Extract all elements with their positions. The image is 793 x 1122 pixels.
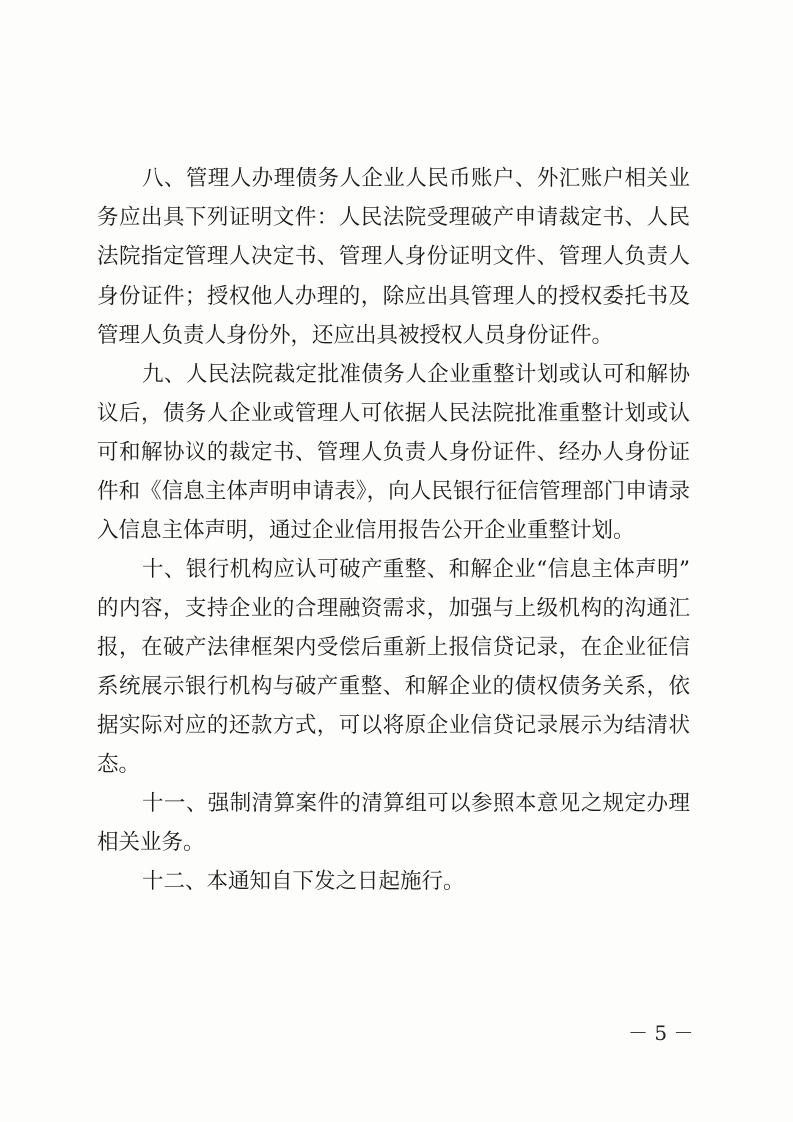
paragraph-9-line-1: 九、人民法院裁定批准债务人企业重整计划或认可和解协 [142, 362, 690, 387]
paragraph-10-line-1: 十、银行机构应认可破产重整、和解企业“信息主体声明” [142, 557, 690, 582]
paragraph-8-line-4: 身份证件；授权他人办理的，除应出具管理人的授权委托书及 [97, 284, 690, 309]
paragraph-9-line-5: 入信息主体声明，通过企业信用报告公开企业重整计划。 [97, 518, 635, 543]
paragraph-10-line-6: 态。 [97, 752, 141, 777]
paragraph-11-line-1: 十一、强制清算案件的清算组可以参照本意见之规定办理 [142, 791, 690, 816]
paragraph-8-line-3: 法院指定管理人决定书、管理人身份证明文件、管理人负责人 [97, 244, 690, 269]
paragraph-8-line-1: 八、管理人办理债务人企业人民币账户、外汇账户相关业 [142, 166, 690, 191]
paragraph-10-line-3: 报，在破产法律框架内受偿后重新上报信贷记录，在企业征信 [97, 635, 690, 660]
paragraph-9-line-4: 件和《信息主体声明申请表》，向人民银行征信管理部门申请录 [97, 479, 690, 504]
paragraph-9-line-2: 议后，债务人企业或管理人可依据人民法院批准重整计划或认 [97, 401, 690, 426]
paragraph-12-line-1: 十二、本通知自下发之日起施行。 [142, 869, 465, 894]
paragraph-10-line-2: 的内容，支持企业的合理融资需求，加强与上级机构的沟通汇 [97, 596, 690, 621]
paragraph-11-line-2: 相关业务。 [97, 830, 205, 855]
page-number: － 5 － [628, 1021, 694, 1045]
paragraph-10-line-4: 系统展示银行机构与破产重整、和解企业的债权债务关系，依 [97, 674, 690, 699]
paragraph-10-line-5: 据实际对应的还款方式，可以将原企业信贷记录展示为结清状 [97, 713, 690, 738]
paragraph-8-line-2: 务应出具下列证明文件：人民法院受理破产申请裁定书、人民 [97, 205, 690, 230]
paragraph-8-line-5: 管理人负责人身份外，还应出具被授权人员身份证件。 [97, 323, 614, 348]
paragraph-9-line-3: 可和解协议的裁定书、管理人负责人身份证件、经办人身份证 [97, 440, 690, 465]
